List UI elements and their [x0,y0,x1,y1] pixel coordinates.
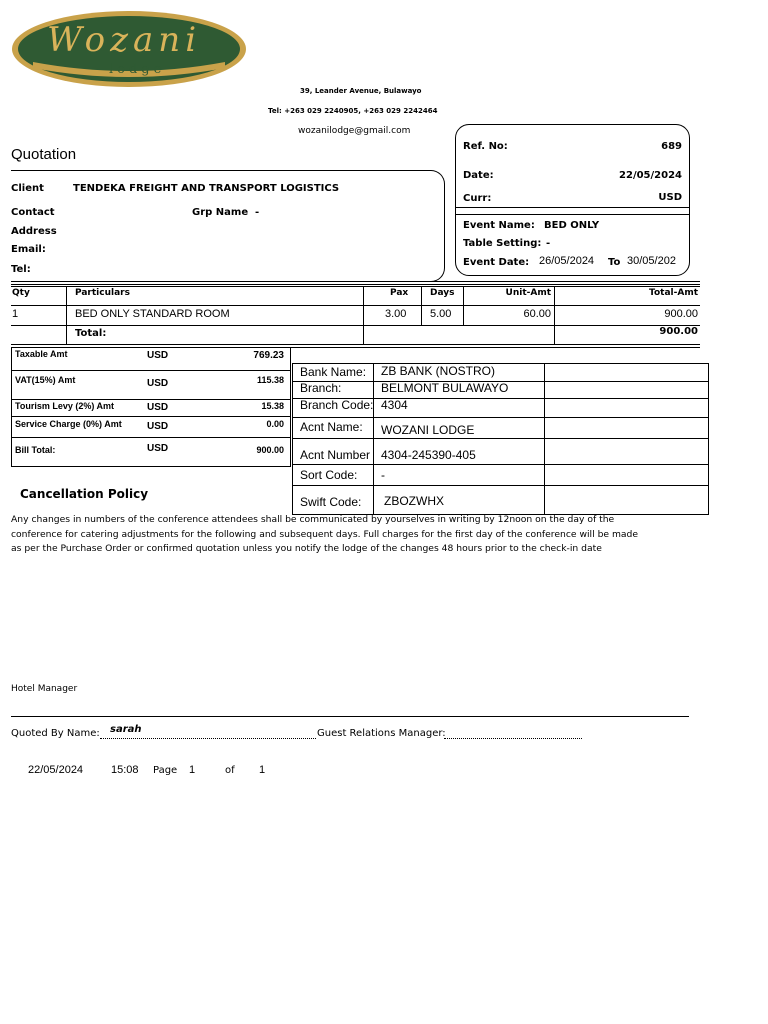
ref-label: Ref. No: [463,141,508,152]
client-label: Client [11,183,44,194]
col-pax: Pax [390,288,409,298]
client-value: TENDEKA FREIGHT AND TRANSPORT LOGISTICS [73,183,340,194]
email-label: Email: [11,244,46,255]
lodge-address: 39, Leander Avenue, Bulawayo [300,87,422,95]
swift-code-value: ZBOZWHX [384,494,444,508]
account-name-value: WOZANI LODGE [381,423,475,437]
summary-currency: USD [147,443,169,454]
policy-title: Cancellation Policy [20,487,149,501]
tel-label: Tel: [11,264,31,275]
summary-amount: 0.00 [266,419,284,429]
event-date-label: Event Date: [463,257,530,268]
swift-code-label: Swift Code: [300,495,362,509]
of-label: of [225,765,235,776]
row-qty: 1 [12,308,19,320]
logo-name: Wozani [47,20,202,60]
sort-code-value: - [381,468,385,482]
bank-name-label: Bank Name: [300,365,367,379]
branch-label: Branch: [300,381,342,395]
policy-line: as per the Purchase Order or confirmed quotation unless you notify the lodge of the changes 48 hours prior to the check-in date [11,543,602,554]
table-setting-value: - [546,238,551,249]
guest-relations-manager-label: Guest Relations Manager: [317,728,446,739]
event-date-to: 30/05/202 [627,255,676,267]
quoted-by-value: sarah [110,724,142,735]
row-days: 5.00 [430,308,452,320]
row-pax: 3.00 [385,308,407,320]
summary-currency: USD [147,421,169,432]
group-name-label: Grp Name [192,207,249,218]
summary-label: VAT(15%) Amt [15,375,76,385]
account-number-value: 4304-245390-405 [381,448,476,462]
logo-sub: lodge [109,62,166,77]
event-name-value: BED ONLY [544,220,600,231]
account-number-label: Acnt Number [300,448,371,462]
row-total-amt: 900.00 [664,308,698,320]
print-time: 15:08 [111,764,139,776]
summary-currency: USD [147,350,169,361]
hotel-manager-label: Hotel Manager [11,684,78,694]
table-setting-label: Table Setting: [463,238,542,249]
col-unit-amt: Unit-Amt [505,288,551,298]
col-total-amt: Total-Amt [649,288,698,298]
col-qty: Qty [12,288,30,298]
lodge-email[interactable]: wozanilodge@gmail.com [298,126,411,136]
group-name-value: - [255,207,260,218]
bank-name-value: ZB BANK (NOSTRO) [381,364,496,378]
total-label: Total: [75,328,107,339]
branch-code-label: Branch Code: [300,398,374,412]
contact-label: Contact [11,207,55,218]
date-label: Date: [463,170,494,181]
policy-line: Any changes in numbers of the conference attendees shall be communicated by yourselves in writing by 12noon on the day of the [11,514,615,525]
lodge-logo [11,10,247,88]
col-particulars: Particulars [75,288,130,298]
event-name-label: Event Name: [463,220,535,231]
account-name-label: Acnt Name: [300,420,363,434]
branch-code-value: 4304 [381,398,408,412]
page-label: Page [153,765,178,776]
currency-value: USD [658,192,682,203]
currency-label: Curr: [463,193,492,204]
summary-label: Taxable Amt [15,349,68,359]
summary-label: Bill Total: [15,445,56,455]
lodge-telephone: Tel: +263 029 2240905, +263 029 2242464 [268,107,438,115]
col-days: Days [430,288,455,298]
row-particulars: BED ONLY STANDARD ROOM [75,308,230,320]
print-date: 22/05/2024 [28,764,84,776]
event-date-to-label: To [608,257,621,268]
branch-value: BELMONT BULAWAYO [381,381,509,395]
date-value: 22/05/2024 [619,170,682,181]
summary-currency: USD [147,402,169,413]
sort-code-label: Sort Code: [300,468,358,482]
signature-line [11,716,689,717]
ref-value: 689 [661,141,682,152]
summary-amount: 900.00 [256,445,284,455]
summary-amount: 15.38 [261,401,284,411]
summary-currency: USD [147,378,169,389]
summary-amount: 115.38 [256,375,284,385]
row-unit-amt: 60.00 [523,308,551,320]
summary-label: Tourism Levy (2%) Amt [15,401,115,411]
page-number: 1 [189,764,196,776]
policy-line: conference for catering adjustments for the following and subsequent days. Full charges for the first day of the conference will be made [11,529,639,540]
total-value: 900.00 [659,326,698,337]
quoted-by-label: Quoted By Name: [11,728,100,739]
summary-label: Service Charge (0%) Amt [15,419,122,429]
page-count: 1 [259,764,266,776]
address-label: Address [11,226,57,237]
event-date-from: 26/05/2024 [539,255,595,267]
page-title: Quotation [11,146,77,163]
summary-amount: 769.23 [253,350,284,361]
